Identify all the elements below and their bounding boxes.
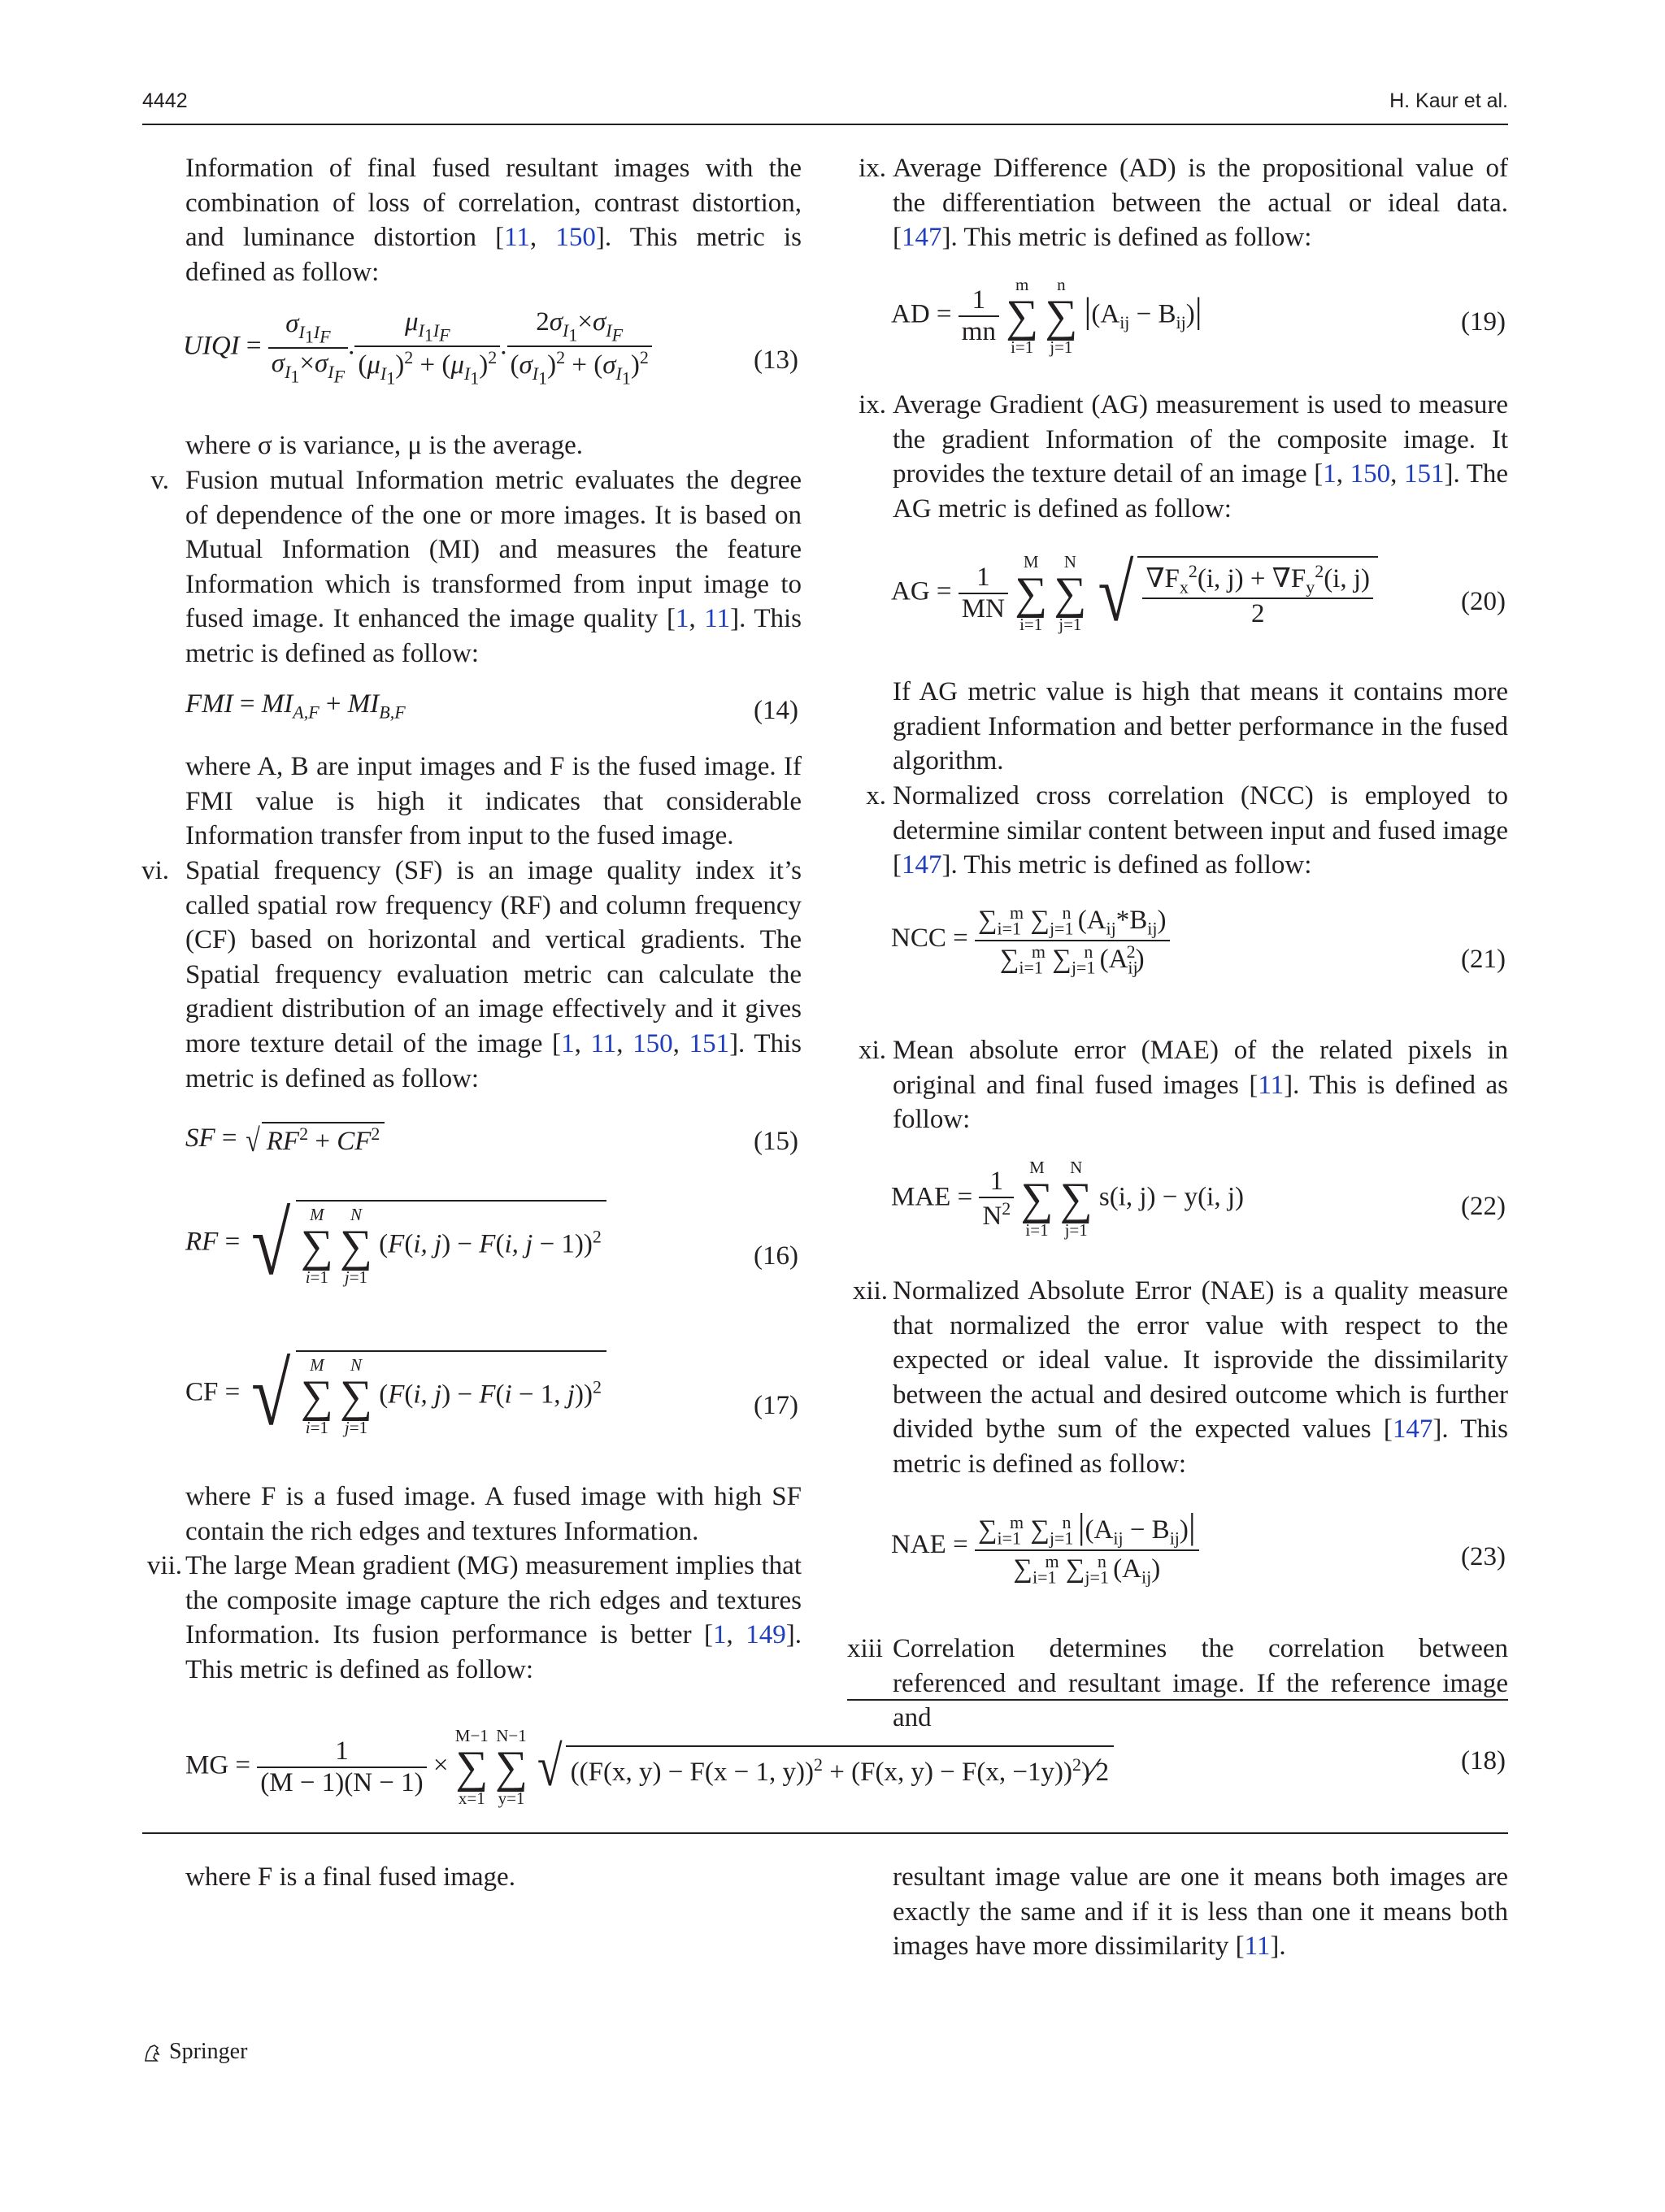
- citation-link[interactable]: 11: [1244, 1932, 1271, 1962]
- citation-link[interactable]: 149: [746, 1620, 786, 1650]
- list-label: ix.: [859, 390, 886, 419]
- citation-link[interactable]: 11: [1258, 1070, 1285, 1100]
- equation-rule: [142, 1832, 1508, 1834]
- equation-nae: NAE = $\frac{\sum_{i=1}^m \sum_{j=1}^n |(A_{ij} - B_{ij})|}{\sum_{i=1}^m \sum_{j=1}^n (A_{ij})}$: [891, 1506, 1199, 1588]
- citation-link[interactable]: 150: [555, 223, 596, 253]
- publisher-name: Springer: [169, 2039, 248, 2064]
- equation-number: (14): [754, 696, 798, 725]
- citation-link[interactable]: 1: [1323, 459, 1337, 489]
- equation-mae: MAE = $\frac{1}{N^2}$ M ∑ i=1 N ∑ j=1 s(i, j) − y(i, j): [891, 1158, 1244, 1240]
- running-head-authors: H. Kaur et al.: [1389, 89, 1508, 112]
- equation-number: (13): [754, 345, 798, 375]
- list-item-xi: xi. Mean absolute error (MAE) of the related pixels in original and final fused images [11]. This is defined as follow:: [893, 1033, 1508, 1137]
- list-item-ix-ad: ix. Average Difference (AD) is the propositional value of the differentiation between the actual or ideal data. [147]. This metric is defined as follow:: [893, 151, 1508, 255]
- equation-uiqi: UIQI = $\frac{\sigma_{I_1I_F}}{\sigma_{I_1}\times\sigma_{I_F}}$ . $\frac{\mu_{I_1I_F}}{(\mu_{I_1})^2 + (\mu_{I_1})^2}$ . $\frac{2\sigma_{I_1}\times\sigma_{I_F}}{(\sigma_{I_1})^2 + (\sigma_{I_1})^2}$: [183, 307, 652, 389]
- citation-link[interactable]: 147: [902, 223, 942, 253]
- equation-rf: RF = √ M ∑ i=1 N ∑ j=1 (F(i, j) − F(i, j − 1))$^2$: [185, 1199, 606, 1289]
- header-rule: [142, 124, 1508, 125]
- after-eq17-text: where F is a fused image. A fused image with high SF contain the rich edges and textures Information.: [185, 1482, 802, 1546]
- after-eq14-text: where A, B are input images and F is the fused image. If FMI value is high it indicates that considerable Information transfer from input to the fused image.: [185, 752, 802, 851]
- list-item-ix-ag: ix. Average Gradient (AG) measurement is used to measure the gradient Information of the composite image. It provides the texture detail of an image [1, 150, 151]. The AG metric is defined as follow:: [893, 388, 1508, 526]
- list-item-vi: vi. Spatial frequency (SF) is an image quality index it’s called spatial row frequency (RF) and column frequency (CF) based on horizontal and vertical gradients. The Spatial frequency evaluation metric can calculate the gradient distribution of an image effectively and it gives more texture detail of the image [1, 11, 150, 151]. This metric is defined as follow:: [185, 854, 802, 1096]
- list-item-x: x. Normalized cross correlation (NCC) is employed to determine similar content between input and fused image [147]. This metric is defined as follow:: [893, 779, 1508, 883]
- equation-fmi: FMI = $MI_{A,F} + MI_{B,F}$: [185, 689, 406, 723]
- citation-link[interactable]: 1: [675, 604, 689, 634]
- list-label: xii.: [852, 1276, 888, 1306]
- list-label: x.: [866, 781, 886, 810]
- equation-sf: SF = √ $RF^2 + CF^2$: [185, 1122, 385, 1158]
- list-label: vii.: [146, 1551, 182, 1580]
- citation-link[interactable]: 147: [902, 850, 942, 880]
- bottom-right-text: resultant image value are one it means both images are exactly the same and if it is less than one it means both images have more dissimilarity [11].: [893, 1862, 1508, 1962]
- equation-number: (19): [1461, 307, 1506, 337]
- springer-logo: [142, 2039, 247, 2065]
- equation-number: (16): [754, 1241, 798, 1271]
- citation-link[interactable]: 1: [561, 1028, 575, 1058]
- equation-number: (15): [754, 1127, 798, 1156]
- equation-number: (17): [754, 1391, 798, 1420]
- citation-link[interactable]: 150: [1350, 459, 1391, 489]
- citation-link[interactable]: 150: [633, 1028, 673, 1058]
- left-column: [185, 151, 802, 289]
- equation-number: (22): [1461, 1192, 1506, 1221]
- citation-link[interactable]: 147: [1392, 1415, 1433, 1445]
- list-label: vi.: [141, 856, 169, 885]
- equation-cf: CF = √ M ∑ i=1 N ∑ j=1 (F(i, j) − F(i − 1, j))$^2$: [185, 1349, 606, 1439]
- list-label: xiii: [847, 1634, 884, 1663]
- springer-horse-icon: [142, 2043, 163, 2064]
- equation-ag: AG = $\frac{1}{MN}$ M ∑ i=1 N ∑ j=1 √ $\frac{\nabla F_x^2(i, j) + \nabla F_y^2(i, j)}{2}$: [891, 553, 1378, 634]
- equation-number: (23): [1461, 1542, 1506, 1571]
- list-label: xi.: [859, 1036, 886, 1065]
- bottom-left-text: where F is a final fused image.: [185, 1862, 515, 1892]
- equation-ad: AD = $\frac{1}{mn}$ m ∑ i=1 n ∑ j=1 $|(A_{ij} - B_{ij})|$: [891, 275, 1202, 357]
- list-label: ix.: [859, 154, 886, 183]
- list-item-xiii: xiii Correlation determines the correlation between referenced and resultant image. If the reference image and: [893, 1632, 1508, 1736]
- equation-ncc: NCC = $\frac{\sum_{i=1}^m \sum_{j=1}^n (A_{ij}*B_{ij})}{\sum_{i=1}^m \sum_{j=1}^n (A_{ij}^2)}$: [891, 902, 1170, 978]
- equation-number: (21): [1461, 945, 1506, 974]
- list-label: v.: [150, 466, 169, 495]
- list-item-v: v. Fusion mutual Information metric evaluates the degree of dependence of the one or more images. It is based on Mutual Information (MI) and measures the feature Information which is transformed from input image to fused image. It enhanced the image quality [1, 11]. This metric is defined as follow:: [185, 463, 802, 671]
- left-column-mid: [185, 428, 802, 463]
- list-item-xii: xii. Normalized Absolute Error (NAE) is a quality measure that normalized the error value with respect to the expected or ideal value. It isprovide the dissimilarity between the actual and desired outcome which is further divided bythe sum of the expected values [147]. This metric is defined as follow:: [893, 1274, 1508, 1482]
- citation-link[interactable]: 11: [704, 604, 731, 634]
- column-divider-short: [847, 1699, 1508, 1701]
- citation-link[interactable]: 1: [713, 1620, 727, 1650]
- equation-number: (18): [1461, 1746, 1506, 1775]
- page-number: 4442: [142, 89, 188, 112]
- after-eq20-text: If AG metric value is high that means it contains more gradient Information and better performance in the fused algorithm.: [893, 677, 1508, 776]
- equation-number: (20): [1461, 587, 1506, 616]
- citation-link[interactable]: 151: [1403, 459, 1445, 489]
- citation-link[interactable]: 151: [689, 1028, 730, 1058]
- citation-link[interactable]: 11: [590, 1028, 617, 1058]
- list-item-vii: vii. The large Mean gradient (MG) measurement implies that the composite image capture the rich edges and textures Information. Its fusion performance is better [1, 149]. This metric is defined as follow:: [185, 1549, 802, 1687]
- after-eq13-text: where σ is variance, μ is the average.: [185, 431, 584, 460]
- equation-mg: MG = $\frac{1}{(M - 1)(N - 1)}$ × M−1 ∑ x=1 N−1 ∑ y=1 √ ((F(x, y) − F(x − 1, y))$^2$ + (F(x, y) − F(x, −1y))$^2$)⁄2: [185, 1727, 1114, 1807]
- citation-link[interactable]: 11: [504, 223, 530, 253]
- intro-paragraph: Information of final fused resultant images with the combination of loss of correlation, contrast distortion, and luminance distortion [11, 150]. This metric is defined as follow:: [185, 154, 802, 287]
